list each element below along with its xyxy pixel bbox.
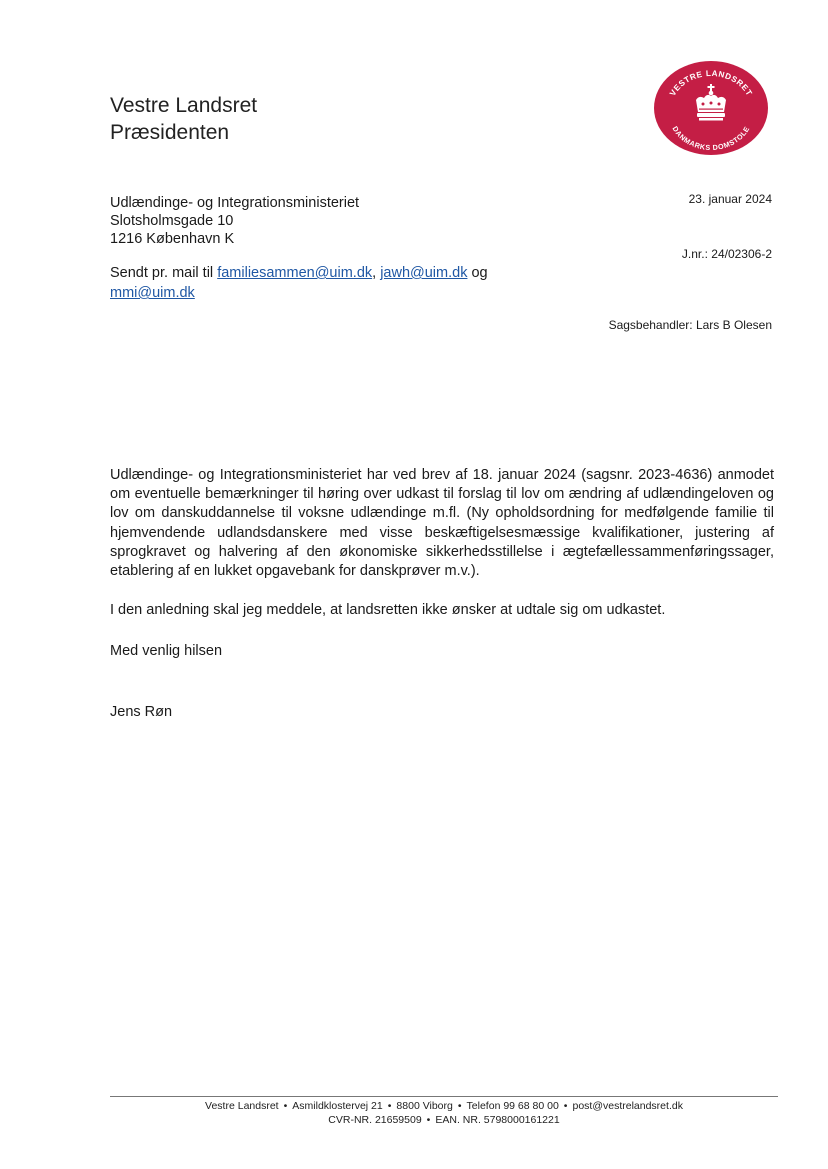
sent-by-line (110, 263, 530, 303)
footer-bullet: • (283, 1100, 288, 1112)
footer-bullet: • (387, 1100, 392, 1112)
caseworker: Sagsbehandler: Lars B Olesen (608, 318, 772, 332)
body-paragraph-2: I den anledning skal jeg meddele, at landsretten ikke ønsker at udtale sig om udkastet. (110, 602, 666, 618)
email-link-familiesammen[interactable]: familiesammen@uim.dk (217, 265, 373, 281)
svg-text:VESTRE LANDSRET: VESTRE LANDSRET (668, 68, 754, 98)
email-link-mmi[interactable]: mmi@uim.dk (110, 285, 195, 301)
footer-email: post@vestrelandsret.dk (572, 1100, 683, 1112)
court-seal-logo (653, 60, 769, 156)
recipient-address (110, 194, 359, 248)
email-separator: , (372, 265, 377, 281)
closing-greeting: Med venlig hilsen (110, 643, 223, 659)
footer-address: Asmildklostervej 21 (292, 1100, 383, 1112)
journal-number: J.nr.: 24/02306-2 (681, 247, 772, 261)
recipient-name: Udlændinge- og Integrationsministeriet (110, 195, 360, 211)
footer-bullet: • (563, 1100, 568, 1112)
footer-city: 8800 Viborg (396, 1100, 453, 1112)
footer-ean: EAN. NR. 5798000161221 (435, 1114, 560, 1126)
page-title (110, 92, 257, 146)
recipient-city: 1216 København K (110, 231, 235, 247)
footer-cvr: CVR-NR. 21659509 (328, 1114, 422, 1126)
sent-by-prefix: Sendt pr. mail til (110, 265, 214, 281)
footer-phone: Telefon 99 68 80 00 (466, 1100, 559, 1112)
footer-court-name: Vestre Landsret (205, 1100, 279, 1112)
footer-contact-line (110, 1100, 778, 1112)
letter-date: 23. januar 2024 (688, 192, 772, 206)
signer-name: Jens Røn (110, 704, 173, 720)
email-link-jawh[interactable]: jawh@uim.dk (380, 265, 468, 281)
footer-bullet: • (457, 1100, 462, 1112)
recipient-street: Slotsholmsgade 10 (110, 213, 234, 229)
footer-registration-line (110, 1114, 778, 1126)
court-office: Præsidenten (110, 121, 230, 144)
sent-by-conjunction: og (471, 265, 488, 281)
footer-bullet: • (426, 1114, 431, 1126)
body-paragraph-1: Udlændinge- og Integrationsministeriet har ved brev af 18. januar 2024 (sagsnr. 2023-4636) anmodet om eventuelle bemærkninger til høring over udkast til forslag til lov om ændring af udlændingeloven og lov om danskuddannelse til voksne udlændinge m.fl. (Ny opholdsordning for medfølgende familie til hjemvendende udlandsdanskere med visse beskæftigelsesmæssige kvalifikationer, justering af sprogkravet og halvering af den økonomiske sikkerhedsstillelse i ægtefællessammenføringssager, etablering af en lukket opgavebank for danskprøver m.v.). (110, 467, 774, 580)
court-name: Vestre Landsret (110, 94, 258, 117)
footer-divider (110, 1096, 778, 1097)
svg-text:DANMARKS DOMSTOLE: DANMARKS DOMSTOLE (670, 124, 752, 153)
